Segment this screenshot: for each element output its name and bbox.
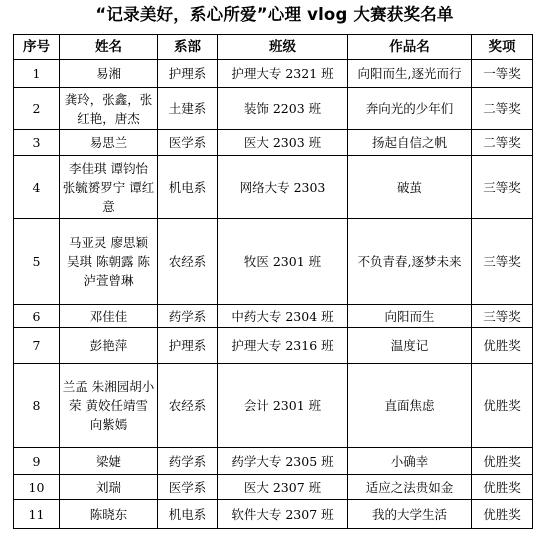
cell-no: 8 (14, 364, 60, 448)
cell-dept: 农经系 (158, 364, 218, 448)
cell-class: 药学大专 2305 班 (218, 448, 348, 475)
cell-award: 三等奖 (472, 305, 533, 328)
cell-no: 2 (14, 88, 60, 130)
cell-work: 直面焦虑 (348, 364, 472, 448)
header-class: 班级 (218, 35, 348, 60)
cell-names: 马亚灵 廖思颖 吴琪 陈朝露 陈泸萱曾琳 (60, 219, 158, 305)
cell-class: 医大 2307 班 (218, 475, 348, 500)
cell-work: 奔向光的少年们 (348, 88, 472, 130)
table-row (14, 448, 533, 475)
cell-award: 二等奖 (472, 88, 533, 130)
cell-names: 龚玲，张鑫，张红艳，唐杰 (60, 88, 158, 130)
header-names: 姓名 (60, 35, 158, 60)
table-header-row (14, 35, 533, 60)
cell-award: 二等奖 (472, 130, 533, 156)
cell-no: 6 (14, 305, 60, 328)
table-row (14, 364, 533, 448)
cell-dept: 医学系 (158, 475, 218, 500)
cell-names: 李佳琪 谭钧怡 张毓赟罗宁 谭红意 (60, 156, 158, 219)
cell-no: 5 (14, 219, 60, 305)
cell-award: 三等奖 (472, 219, 533, 305)
table-row (14, 219, 533, 305)
cell-names: 邓佳佳 (60, 305, 158, 328)
cell-no: 3 (14, 130, 60, 156)
cell-class: 网络大专 2303 (218, 156, 348, 219)
cell-work: 适应之法贵如金 (348, 475, 472, 500)
table-row (14, 88, 533, 130)
cell-no: 1 (14, 60, 60, 88)
header-no: 序号 (14, 35, 60, 60)
cell-dept: 护理系 (158, 328, 218, 364)
header-award: 奖项 (472, 35, 533, 60)
cell-no: 10 (14, 475, 60, 500)
cell-names: 彭艳萍 (60, 328, 158, 364)
cell-names: 梁婕 (60, 448, 158, 475)
cell-award: 优胜奖 (472, 448, 533, 475)
table-row (14, 475, 533, 500)
cell-dept: 药学系 (158, 305, 218, 328)
cell-class: 软件大专 2307 班 (218, 500, 348, 529)
cell-class: 装饰 2203 班 (218, 88, 348, 130)
cell-names: 刘瑞 (60, 475, 158, 500)
cell-award: 优胜奖 (472, 475, 533, 500)
cell-work: 温度记 (348, 328, 472, 364)
document-title: “记录美好，系心所爱”心理 vlog 大赛获奖名单 (95, 5, 454, 24)
cell-dept: 机电系 (158, 500, 218, 529)
table-row (14, 60, 533, 88)
cell-class: 中药大专 2304 班 (218, 305, 348, 328)
cell-work: 我的大学生活 (348, 500, 472, 529)
cell-class: 医大 2303 班 (218, 130, 348, 156)
cell-award: 优胜奖 (472, 500, 533, 529)
cell-award: 优胜奖 (472, 328, 533, 364)
cell-award: 一等奖 (472, 60, 533, 88)
cell-dept: 医学系 (158, 130, 218, 156)
cell-work: 扬起自信之帆 (348, 130, 472, 156)
cell-no: 4 (14, 156, 60, 219)
table-row (14, 156, 533, 219)
cell-names: 易思兰 (60, 130, 158, 156)
table-row (14, 328, 533, 364)
table-row (14, 500, 533, 529)
cell-names: 易湘 (60, 60, 158, 88)
cell-award: 三等奖 (472, 156, 533, 219)
table-row (14, 305, 533, 328)
cell-work: 不负青春,逐梦未来 (348, 219, 472, 305)
cell-dept: 护理系 (158, 60, 218, 88)
cell-names: 陈晓东 (60, 500, 158, 529)
header-work: 作品名 (348, 35, 472, 60)
award-table (13, 34, 533, 529)
header-dept: 系部 (158, 35, 218, 60)
cell-dept: 药学系 (158, 448, 218, 475)
cell-class: 牧医 2301 班 (218, 219, 348, 305)
cell-work: 向阳而生 (348, 305, 472, 328)
table-row (14, 130, 533, 156)
cell-class: 护理大专 2321 班 (218, 60, 348, 88)
cell-dept: 机电系 (158, 156, 218, 219)
cell-dept: 土建系 (158, 88, 218, 130)
cell-names: 兰孟 朱湘园胡小荣 黄姣任靖雪 向紫嫣 (60, 364, 158, 448)
cell-work: 向阳而生,逐光而行 (348, 60, 472, 88)
cell-work: 破茧 (348, 156, 472, 219)
cell-class: 护理大专 2316 班 (218, 328, 348, 364)
cell-no: 11 (14, 500, 60, 529)
cell-no: 9 (14, 448, 60, 475)
cell-class: 会计 2301 班 (218, 364, 348, 448)
cell-work: 小确幸 (348, 448, 472, 475)
cell-award: 优胜奖 (472, 364, 533, 448)
cell-no: 7 (14, 328, 60, 364)
cell-dept: 农经系 (158, 219, 218, 305)
